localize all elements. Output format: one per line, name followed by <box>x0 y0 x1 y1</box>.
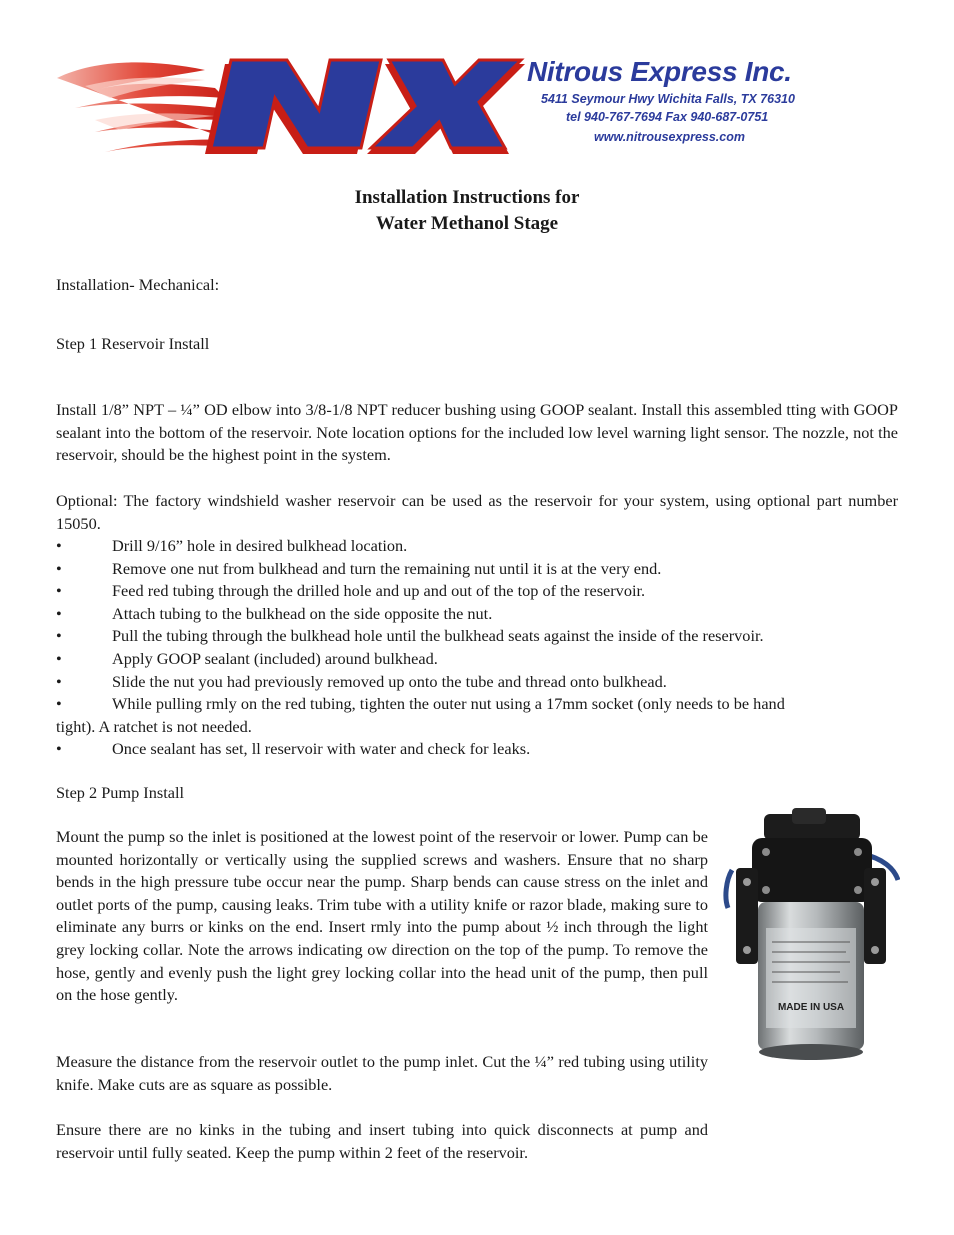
step2-paragraph-1: Mount the pump so the inlet is positioned at the lowest point of the reservoir or lower. Pump can be mounted horizontally or vertically using the supplied screws and washers. Ensure that no sharp bends in the high pressure tube occur near the pump. Sharp bends can cause stress on the inlet and outlet ports of the pump, causing leaks. Trim tube with a utility knife or razor blade, making sure to eliminate any burrs or kinks on the end. Insert rmly into the pump about ½ inch through the light grey locking collar. Note the arrows indicating ow direction on the top of the pump. To remove the hose, gently and evenly push the light grey locking collar into the head unit of the pump, then pull on the hose gently. <box>56 827 708 1005</box>
pump-label <box>766 928 856 1028</box>
list-item <box>56 580 898 603</box>
bullet-symbol: • <box>56 626 62 646</box>
tube-left <box>726 870 732 908</box>
list-item <box>56 693 898 716</box>
bullet-text: Remove one nut from bulkhead and turn the remaining nut until it is at the very end. <box>112 558 662 578</box>
list-item <box>56 738 898 761</box>
bullet-text: Attach tubing to the bulkhead on the side opposite the nut. <box>112 603 493 623</box>
logo-text: NX <box>55 50 57 51</box>
bullet-symbol: • <box>56 536 62 555</box>
step1-optional: Optional: The factory windshield washer reservoir can be used as the reservoir for your system, using optional part number 15050. <box>56 491 898 533</box>
bullet-text: Slide the nut you had previously removed up onto the tube and thread onto bulkhead. <box>112 671 667 691</box>
bullet-text: Apply GOOP sealant (included) around bulkhead. <box>112 648 438 668</box>
list-item <box>56 535 898 558</box>
bullet-symbol: • <box>56 671 62 691</box>
list-item <box>56 648 898 671</box>
title-line-1: Installation Instructions for <box>354 187 580 208</box>
list-item <box>56 625 898 648</box>
nx-logo <box>55 50 525 162</box>
bullet-symbol: • <box>56 581 62 601</box>
company-name: Nitrous Express Inc. <box>527 56 792 87</box>
company-website[interactable]: www.nitrousexpress.com <box>594 130 745 144</box>
bullet-text: Pull the tubing through the bulkhead hole until the bulkhead seats against the inside of the reservoir. <box>112 626 764 646</box>
bullet-text: Drill 9/16” hole in desired bulkhead location. <box>112 536 408 555</box>
step2-paragraph-2: Measure the distance from the reservoir outlet to the pump inlet. Cut the ¼” red tubing using utility knife. Make cuts are as square as possible. <box>56 1052 708 1094</box>
bullet-symbol: • <box>56 558 62 578</box>
nx-letters <box>205 60 525 154</box>
pump-head <box>752 838 872 902</box>
step2-heading: Step 2 Pump Install <box>56 783 184 802</box>
section-heading: Installation- Mechanical: <box>56 275 220 294</box>
list-item-continuation <box>56 716 898 739</box>
bullet-symbol: • <box>56 648 62 668</box>
company-phone: tel 940-767-7694 Fax 940-687-0751 <box>566 110 769 124</box>
pump-label-text: MADE IN USA <box>777 1002 845 1013</box>
pump-image <box>722 808 900 1070</box>
bullet-symbol: • <box>56 694 62 714</box>
list-item <box>56 603 898 626</box>
bullet-text-continuation: tight). A ratchet is not needed. <box>56 716 252 736</box>
company-address: 5411 Seymour Hwy Wichita Falls, TX 76310 <box>541 92 795 106</box>
flame-graphic <box>57 62 230 152</box>
list-item <box>56 558 898 581</box>
bullet-text: Feed red tubing through the drilled hole and up and out of the top of the reservoir. <box>112 581 646 601</box>
bullet-text: Once sealant has set, ll reservoir with water and check for leaks. <box>112 739 531 759</box>
list-item <box>56 671 898 694</box>
document-title <box>0 185 934 237</box>
bullet-symbol: • <box>56 739 62 759</box>
bullet-text: While pulling rmly on the red tubing, tighten the outer nut using a 17mm socket (only needs to be hand <box>112 694 785 714</box>
step2-paragraph-3: Ensure there are no kinks in the tubing and insert tubing into quick disconnects at pump and reservoir until fully seated. Keep the pump within 2 feet of the reservoir. <box>56 1120 708 1162</box>
title-line-2: Water Methanol Stage <box>375 213 559 234</box>
step1-bullet-list <box>56 535 898 761</box>
step1-paragraph: Install 1/8” NPT – ¼” OD elbow into 3/8-1/8 NPT reducer bushing using GOOP sealant. Install this assembled tting with GOOP sealant into the bottom of the reservoir. Note location options for the included low level warning light sensor. The nozzle, not the reservoir, should be the highest point in the system. <box>56 400 898 465</box>
bullet-symbol: • <box>56 603 62 623</box>
step1-heading: Step 1 Reservoir Install <box>56 334 210 353</box>
